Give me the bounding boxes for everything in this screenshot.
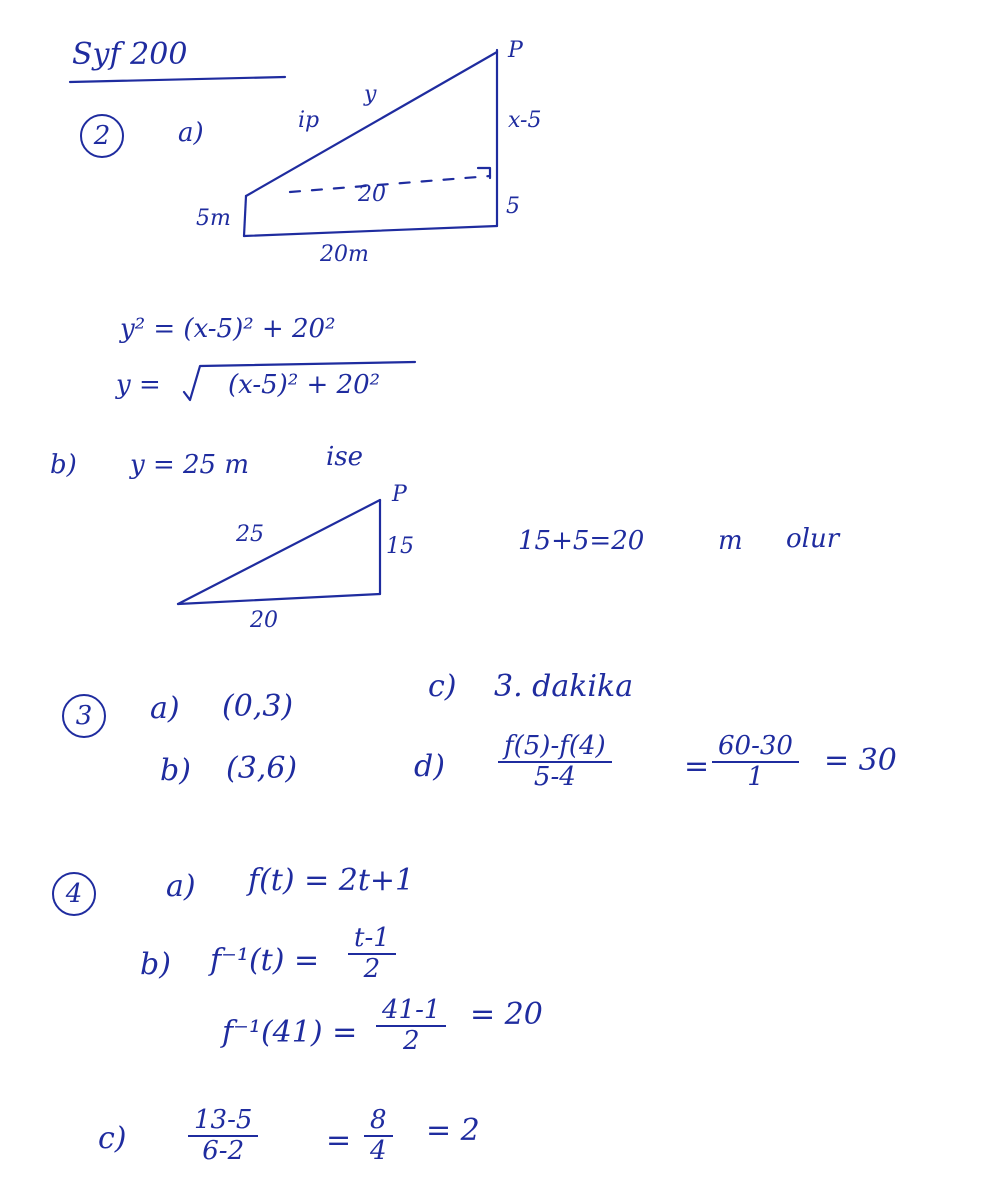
figure-2a-dashed-line: [290, 176, 490, 192]
q3-d-numerator-1: f(5)-f(4): [498, 732, 612, 763]
q4-b2-result: = 20: [470, 997, 543, 1032]
q4-b-numerator: t-1: [348, 924, 396, 955]
q4-c-denominator-2: 4: [370, 1135, 387, 1166]
q2-b-label: b): [50, 450, 77, 480]
fig2a-label-p: P: [508, 38, 523, 63]
fig2a-label-20m: 20m: [320, 242, 369, 267]
q3-d-fraction-1: [498, 732, 612, 791]
page-title: Syf 200: [72, 37, 188, 72]
q4-c-fraction-2: [364, 1106, 393, 1165]
q3-d-result: = 30: [824, 743, 897, 778]
q4-a-value: f(t) = 2t+1: [248, 863, 415, 898]
q3-d-denominator-2: 1: [747, 761, 764, 792]
q2-b-unit: m: [718, 526, 743, 556]
q4-b-label: b): [140, 947, 171, 982]
title-underline: [70, 77, 285, 82]
q4-c-denominator-1: 6-2: [202, 1135, 245, 1166]
q3-b-value: (3,6): [226, 751, 298, 786]
q3-d-denominator-1: 5-4: [533, 761, 576, 792]
q3-a-label: a): [150, 691, 180, 726]
fig2a-label-ip: ip: [298, 108, 320, 133]
figure-2a-hypotenuse: [246, 52, 497, 196]
fig2a-label-5: 5: [506, 194, 520, 219]
q4-c-numerator-1: 13-5: [188, 1106, 258, 1137]
fig2b-label-20: 20: [250, 608, 278, 633]
q3-c-label: c): [428, 669, 457, 704]
q3-d-numerator-2: 60-30: [712, 732, 799, 763]
figure-2b-bottom-edge: [178, 594, 380, 604]
question-number-4: 4: [52, 872, 96, 916]
q4-b2-denominator: 2: [402, 1025, 420, 1056]
q2-eq-2-radicand: (x-5)² + 20²: [228, 370, 381, 400]
q2-a-label: a): [178, 118, 204, 148]
question-number-3: 3: [62, 694, 106, 738]
q2-b-olur: olur: [786, 524, 840, 554]
q2-eq-2-lhs: y =: [116, 370, 161, 400]
fig2b-label-25: 25: [236, 522, 264, 547]
fig2a-label-y: y: [364, 82, 377, 107]
fig2a-label-5m: 5m: [196, 206, 231, 231]
q2-b-result: 15+5=20: [518, 526, 645, 556]
q4-b-lhs: f⁻¹(t) =: [210, 943, 320, 978]
q4-c-label: c): [98, 1121, 127, 1156]
q4-b2-lhs: f⁻¹(41) =: [222, 1015, 358, 1050]
q3-b-label: b): [160, 753, 191, 788]
q2-b-statement: y = 25 m: [130, 450, 250, 480]
q2-b-ise: ise: [326, 442, 364, 472]
q4-b-denominator: 2: [363, 953, 381, 984]
figure-2a-left-edge: [244, 196, 246, 236]
figure-2a-bottom-edge: [244, 226, 497, 236]
fig2a-label-dashed-20: 20: [358, 182, 386, 207]
question-number-2: 2: [80, 114, 124, 158]
q3-d-equals: =: [684, 749, 710, 784]
figure-2b-hypotenuse: [178, 500, 380, 604]
q2-eq-1: y² = (x-5)² + 20²: [120, 314, 336, 344]
q3-d-label: d): [414, 749, 445, 784]
q4-c-result: = 2: [426, 1113, 480, 1148]
fig2a-label-x-minus-5: x-5: [508, 108, 542, 133]
q3-c-value: 3. dakika: [494, 669, 634, 704]
q3-d-fraction-2: [712, 732, 799, 791]
q4-c-fraction-1: [188, 1106, 258, 1165]
q3-a-value: (0,3): [222, 689, 294, 724]
q4-c-equals: =: [326, 1123, 352, 1158]
q4-b-fraction: [348, 924, 396, 983]
q4-b2-numerator: 41-1: [376, 996, 446, 1027]
fig2b-label-15: 15: [386, 534, 414, 559]
q4-a-label: a): [166, 869, 196, 904]
fig2b-label-p: P: [392, 482, 407, 507]
q4-c-numerator-2: 8: [364, 1106, 393, 1137]
q4-b2-fraction: [376, 996, 446, 1055]
